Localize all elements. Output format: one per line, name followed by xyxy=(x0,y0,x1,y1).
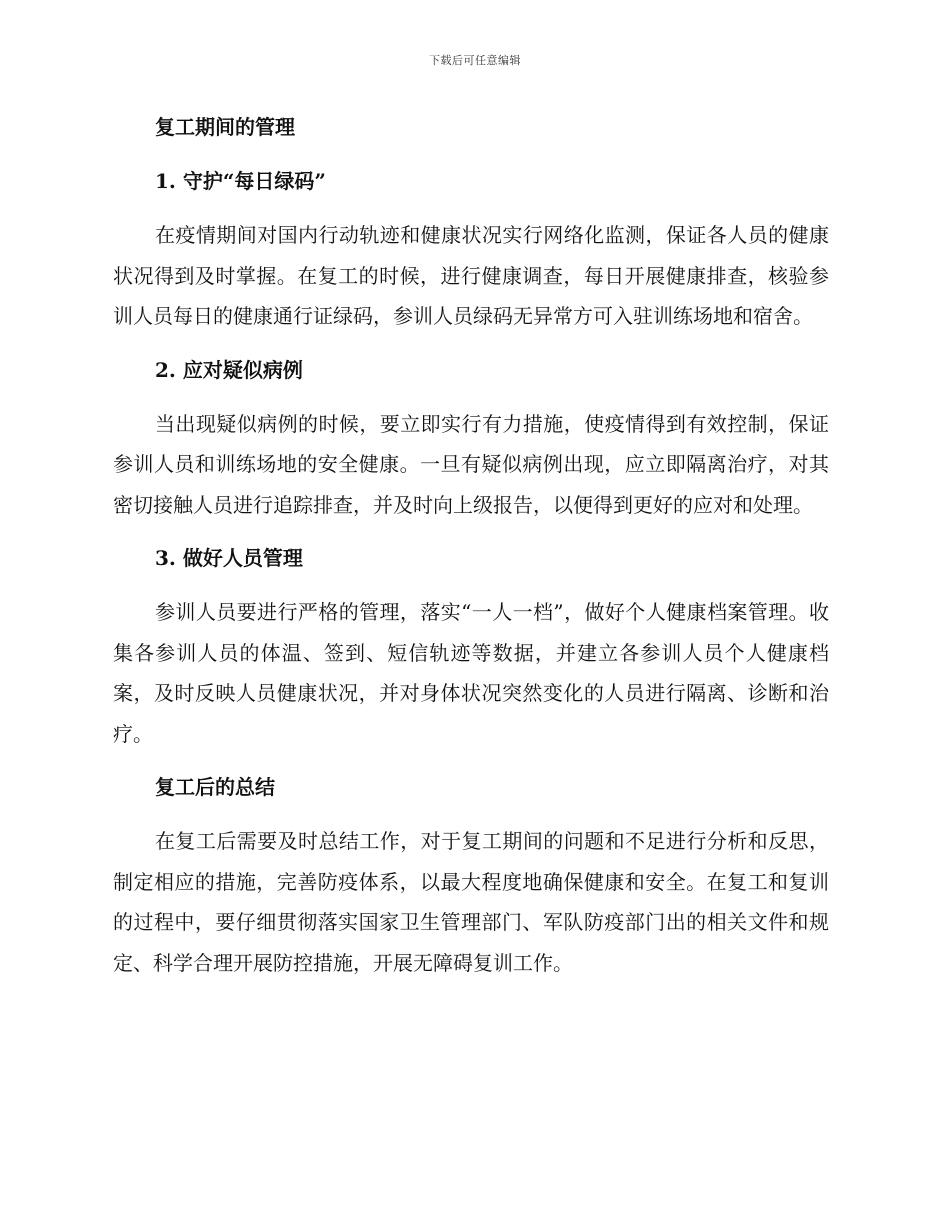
paragraph-personnel-management: 参训人员要进行严格的管理，落实“一人一档”，做好个人健康档案管理。收集各参训人员的体温、签到、短信轨迹等数据，并建立各参训人员个人健康档案，及时反映人员健康状况，并对身体状况突然变化的人员进行隔离、诊断和治疗。 xyxy=(113,600,829,746)
document-body xyxy=(113,108,829,983)
paragraph-summary: 在复工后需要及时总结工作，对于复工期间的问题和不足进行分析和反思，制定相应的措施，完善防疫体系，以最大程度地确保健康和安全。在复工和复训的过程中，要仔细贯彻落实国家卫生管理部门、军队防疫部门出的相关文件和规定、科学合理开展防控措施，开展无障碍复训工作。 xyxy=(113,829,829,975)
paragraph-daily-green-code: 在疫情期间对国内行动轨迹和健康状况实行网络化监测，保证各人员的健康状况得到及时掌握。在复工的时候，进行健康调查，每日开展健康排查，核验参训人员每日的健康通行证绿码，参训人员绿码无异常方可入驻训练场地和宿舍。 xyxy=(113,223,829,328)
subheading-personnel-management: 3. 做好人员管理 xyxy=(155,546,303,570)
page-header-watermark: 下载后可任意编辑 xyxy=(429,54,521,67)
subheading-suspected-cases: 2. 应对疑似病例 xyxy=(155,357,303,382)
subheading-daily-green-code: 1. 守护“每日绿码” xyxy=(155,169,326,193)
section-heading-during-resumption: 复工期间的管理 xyxy=(155,115,295,139)
paragraph-suspected-cases: 当出现疑似病例的时候，要立即实行有力措施，使疫情得到有效控制，保证参训人员和训练场地的安全健康。一旦有疑似病例出现，应立即隔离治疗，对其密切接触人员进行追踪排查，并及时向上级报告，以便得到更好的应对和处理。 xyxy=(113,411,829,517)
section-heading-post-resumption-summary: 复工后的总结 xyxy=(155,775,275,799)
